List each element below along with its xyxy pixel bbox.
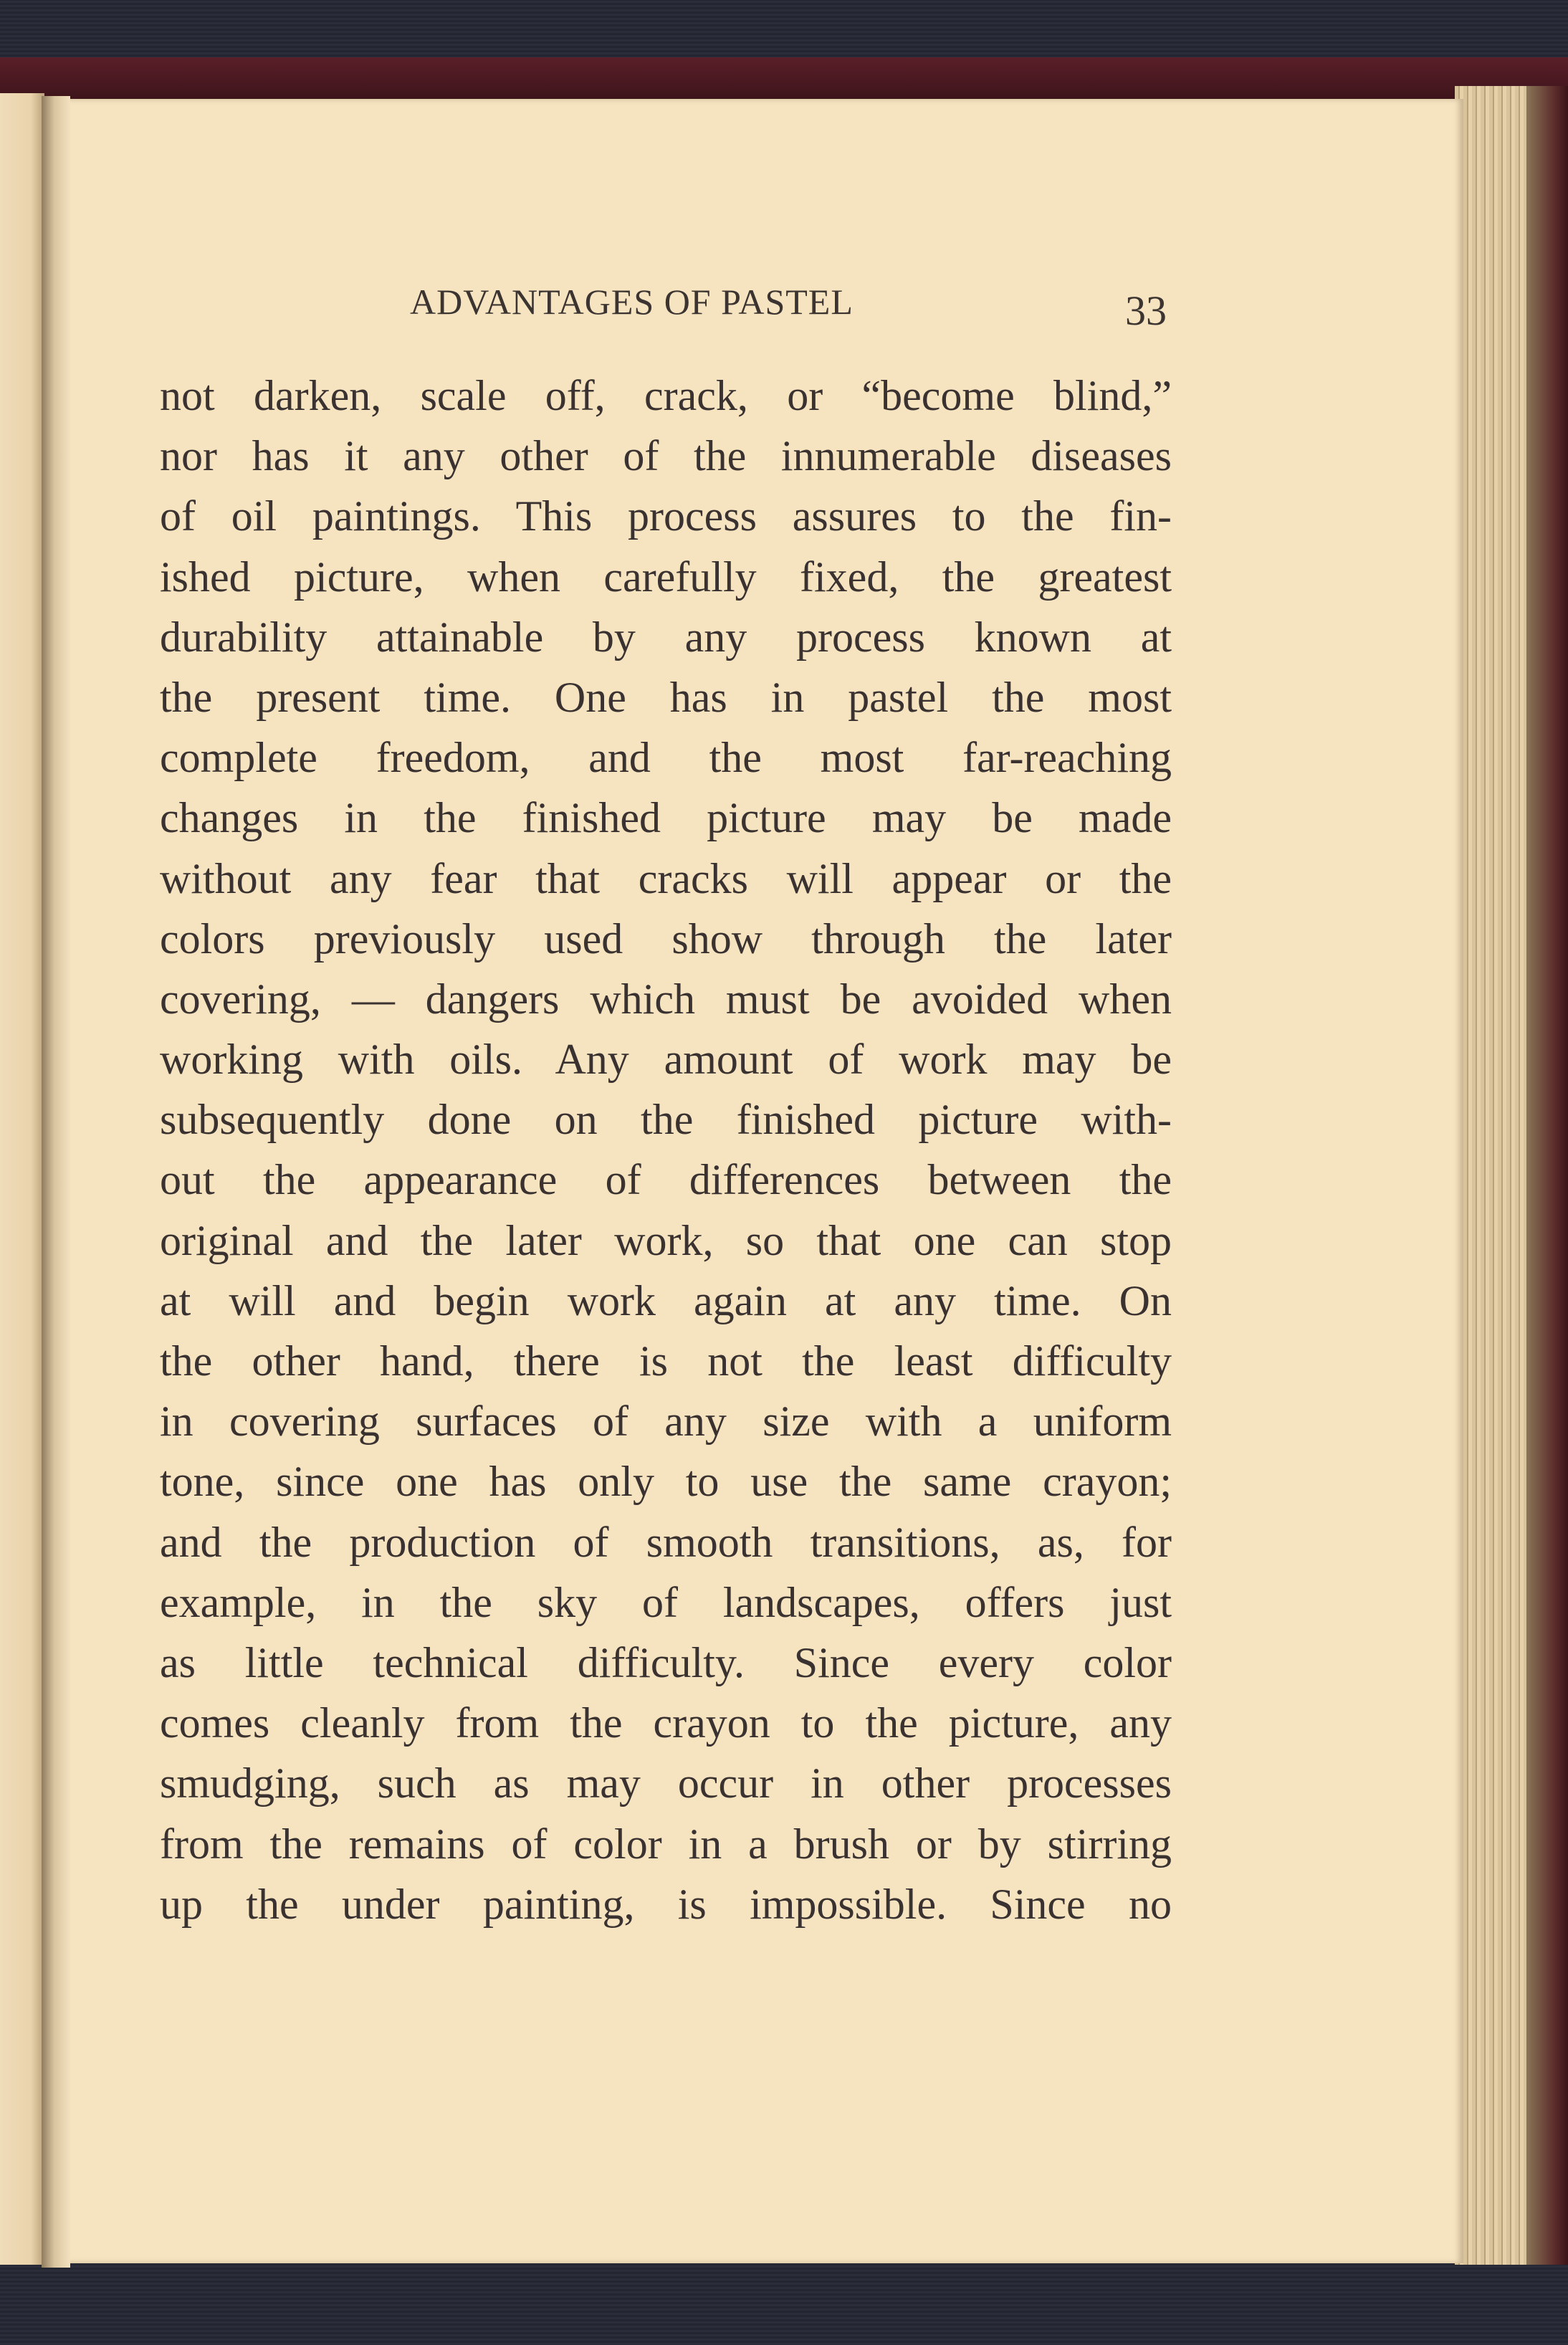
text-line: durability attainable by any process known at [160,613,1172,661]
left-page-edge [0,93,44,2272]
text-line: the present time. One has in pastel the most [160,673,1172,721]
text-line: out the appearance of differences between the [160,1156,1172,1204]
body-text [160,366,1172,1934]
back-cover-edge [1526,86,1568,2279]
page-gutter [42,96,70,2268]
text-line: complete freedom, and the most far-reaching [160,734,1172,782]
text-line: colors previously used show through the later [160,914,1172,963]
text-line: of oil paintings. This process assures to the fin- [160,492,1172,540]
page-number: 33 [1125,287,1167,334]
text-line: comes cleanly from the crayon to the picture, any [160,1699,1172,1747]
book-cover-edge [0,57,1568,99]
text-line: covering, — dangers which must be avoided when [160,975,1172,1023]
text-line: tone, since one has only to use the same crayon; [160,1458,1172,1506]
text-line: working with oils. Any amount of work may be [160,1036,1172,1084]
text-line: ished picture, when carefully fixed, the greatest [160,553,1172,601]
text-line: as little technical difficulty. Since every color [160,1638,1172,1686]
text-line: in covering surfaces of any size with a uniform [160,1398,1172,1446]
text-line: not darken, scale off, crack, or “become blind,” [160,372,1172,419]
text-line: nor has it any other of the innumerable diseases [160,432,1172,480]
text-line: smudging, such as may occur in other processes [160,1759,1172,1807]
text-line: changes in the finished picture may be made [160,794,1172,842]
running-head: ADVANTAGES OF PASTEL [410,282,854,322]
text-line: example, in the sky of landscapes, offers just [160,1578,1172,1626]
text-line: original and the later work, so that one can stop [160,1216,1172,1264]
text-line: and the production of smooth transitions, as, for [160,1518,1172,1566]
book-cloth-background [0,0,1568,59]
book-cloth-bottom [0,2265,1568,2345]
text-line: up the under painting, is impossible. Since no [160,1880,1172,1928]
text-line: at will and begin work again at any time. On [160,1276,1172,1324]
text-line: subsequently done on the finished picture with- [160,1096,1172,1144]
text-line: without any fear that cracks will appear or the [160,854,1172,902]
text-line: from the remains of color in a brush or by stirring [160,1820,1172,1868]
text-line: the other hand, there is not the least difficulty [160,1337,1172,1385]
